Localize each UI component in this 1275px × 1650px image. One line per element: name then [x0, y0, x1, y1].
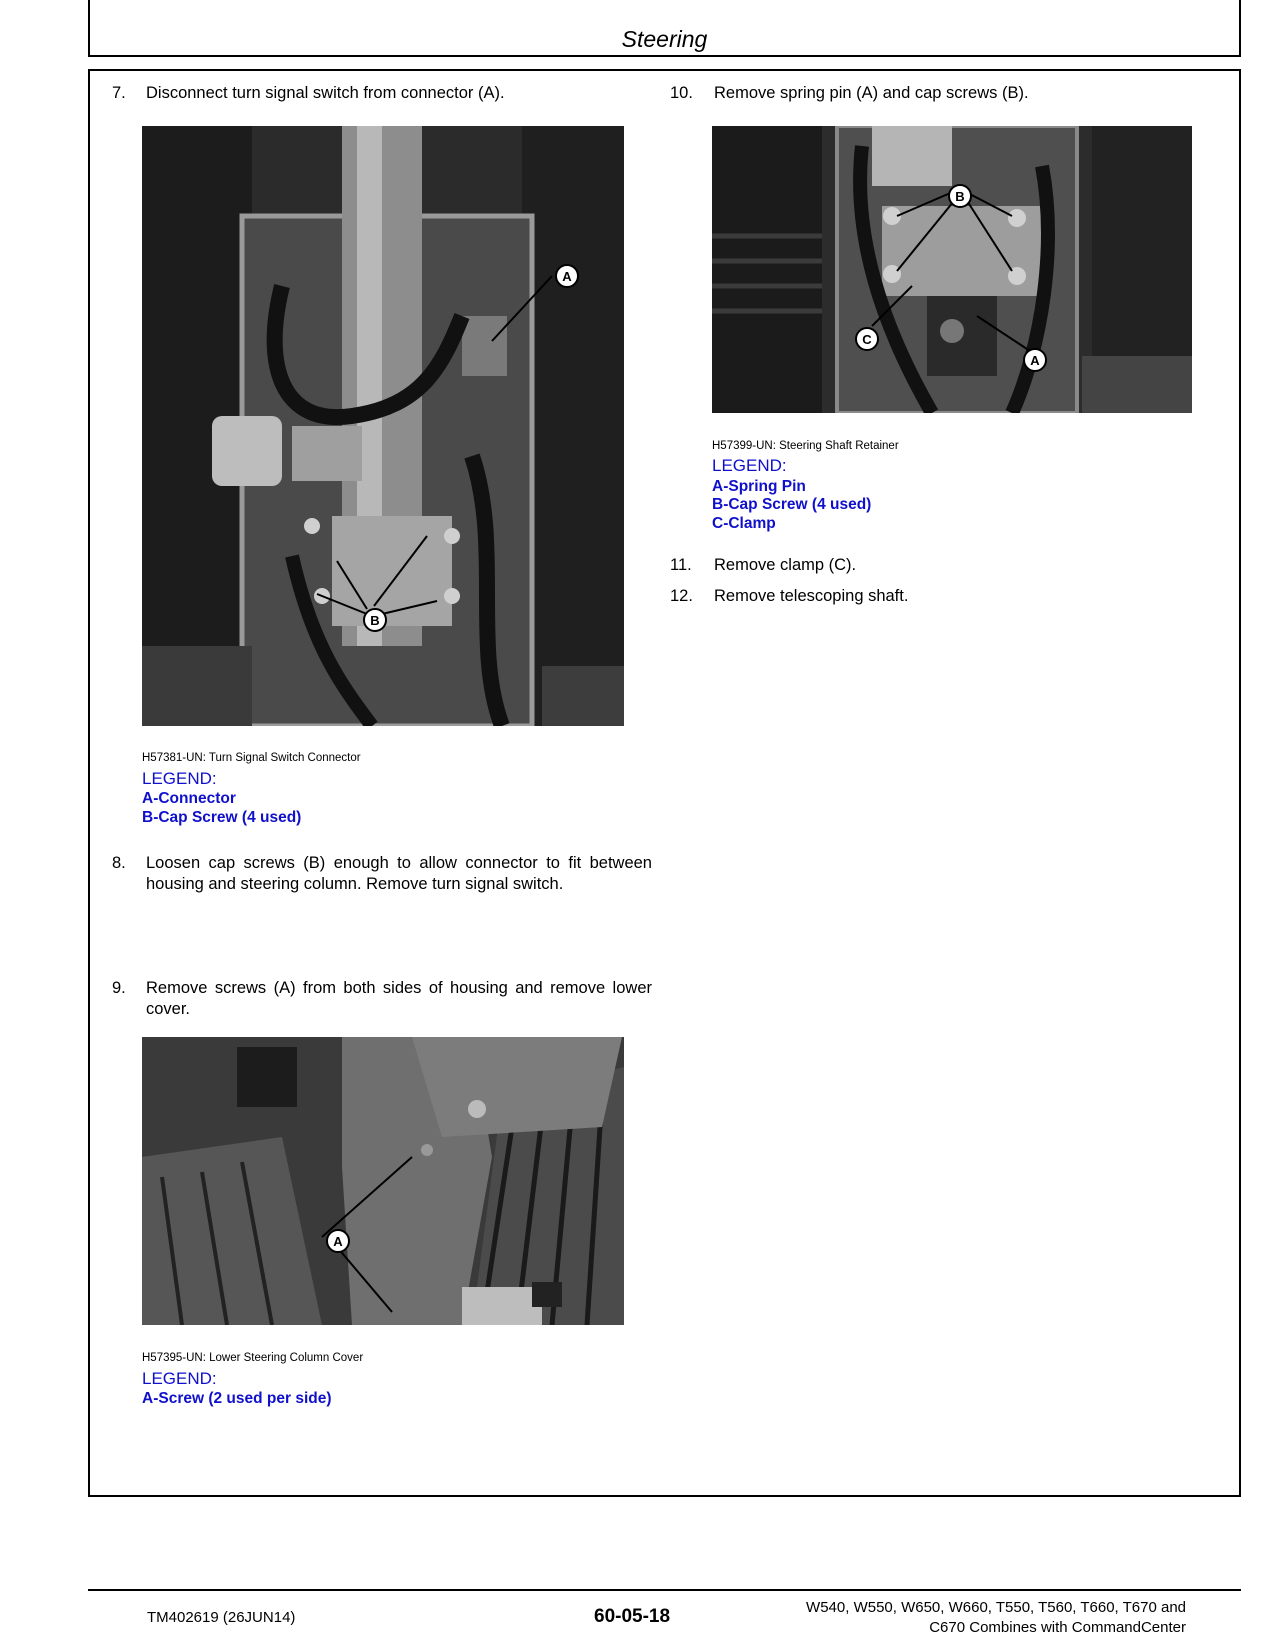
- header-box: [88, 0, 1241, 57]
- step-number: 10.: [670, 84, 693, 102]
- step-number: 7.: [112, 84, 126, 102]
- step-number: 12.: [670, 587, 693, 605]
- step-7: [112, 83, 652, 104]
- callout-label-b: B: [370, 613, 380, 628]
- callout-label-a: A: [1030, 353, 1040, 368]
- callout-label-c: C: [862, 332, 872, 347]
- step-12: [670, 586, 1170, 607]
- figure-2-legend-title: LEGEND:: [142, 1369, 217, 1388]
- figure-2-caption: H57395-UN: Lower Steering Column Cover: [142, 1352, 364, 1364]
- step-number: 9.: [112, 979, 126, 997]
- figure-3-legend-item: B-Cap Screw (4 used): [712, 496, 872, 513]
- figure-2-callouts: [142, 1037, 624, 1325]
- step-11: [670, 555, 1170, 576]
- step-text: Remove telescoping shaft.: [714, 587, 909, 605]
- step-text: Remove spring pin (A) and cap screws (B).: [714, 84, 1029, 102]
- figure-2-legend-item: A-Screw (2 used per side): [142, 1390, 332, 1407]
- figure-1-caption: H57381-UN: Turn Signal Switch Connector: [142, 752, 361, 764]
- figure-3-caption: H57399-UN: Steering Shaft Retainer: [712, 440, 899, 452]
- callout-label-a: A: [333, 1234, 343, 1249]
- step-text: Disconnect turn signal switch from connector (A).: [146, 84, 505, 102]
- figure-3-legend-item: A-Spring Pin: [712, 478, 806, 495]
- footer-models-line-2: C670 Combines with CommandCenter: [929, 1619, 1186, 1636]
- footer-doc-id: TM402619 (26JUN14): [147, 1609, 296, 1626]
- footer-rule: [88, 1589, 1241, 1591]
- figure-3-callouts: [712, 126, 1192, 413]
- footer-models-line-1: W540, W550, W650, W660, T550, T560, T660, T670 and: [806, 1599, 1186, 1616]
- step-8: [112, 853, 652, 895]
- figure-1-legend-item: A-Connector: [142, 790, 236, 807]
- step-9: [112, 978, 652, 1020]
- callout-label-a: A: [562, 269, 572, 284]
- section-title: Steering: [621, 26, 708, 52]
- figure-1-legend-title: LEGEND:: [142, 769, 217, 788]
- footer-page-number: 60-05-18: [594, 1606, 671, 1627]
- step-text: Remove clamp (C).: [714, 556, 857, 574]
- figure-1-callouts: [142, 126, 624, 726]
- figure-3-legend-item: C-Clamp: [712, 515, 776, 532]
- step-text: Loosen cap screws (B) enough to allow connector to fit between housing and steering column. Remove turn signal switch.: [146, 854, 652, 893]
- step-number: 11.: [670, 556, 692, 574]
- callout-label-b: B: [955, 189, 965, 204]
- figure-1-legend-item: B-Cap Screw (4 used): [142, 809, 302, 826]
- step-number: 8.: [112, 854, 126, 872]
- footer-models: [700, 1598, 1186, 1638]
- figure-3-legend-title: LEGEND:: [712, 456, 787, 475]
- step-10: [670, 83, 1170, 104]
- step-text: Remove screws (A) from both sides of housing and remove lower cover.: [146, 979, 652, 1018]
